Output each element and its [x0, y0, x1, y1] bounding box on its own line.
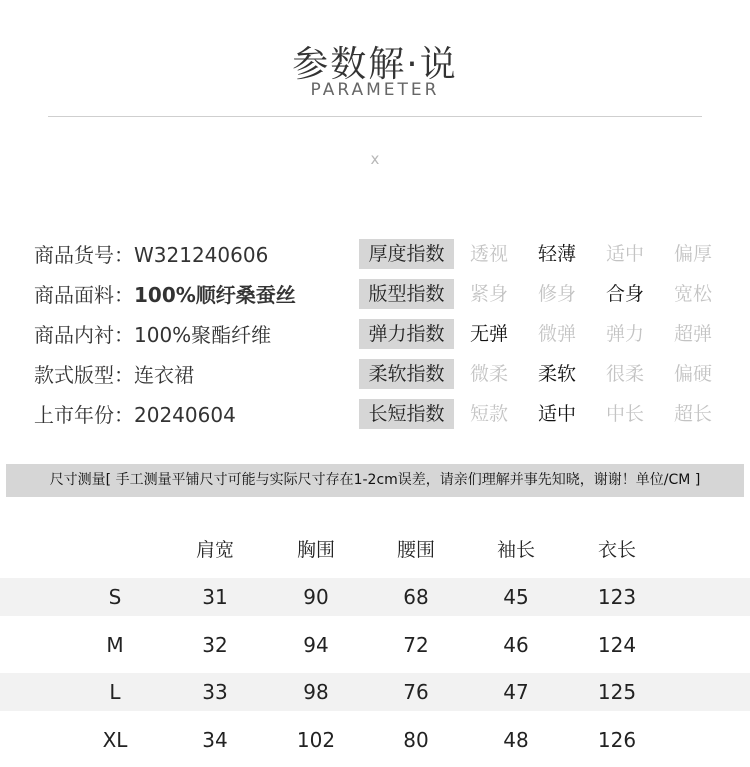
- table-cell: 32: [202, 633, 228, 657]
- table-cell: 33: [202, 680, 228, 704]
- table-cell: 47: [503, 680, 529, 704]
- index-label: 弹力指数: [359, 319, 454, 349]
- table-cell: 102: [296, 728, 336, 752]
- table-cell: 94: [303, 633, 329, 657]
- index-option: 中长: [605, 403, 644, 425]
- index-label: 厚度指数: [359, 239, 454, 269]
- table-cell: 90: [303, 585, 329, 609]
- header-cell: 腰围: [396, 539, 435, 561]
- index-option: 修身: [537, 283, 576, 305]
- info-label: 上市年份：: [34, 403, 134, 427]
- info-row-lining: [34, 318, 354, 358]
- index-option: 弹力: [605, 323, 644, 345]
- table-cell: 48: [503, 728, 529, 752]
- table-cell: 68: [403, 585, 429, 609]
- index-option: 超弹: [673, 323, 712, 345]
- table-cell: 126: [597, 728, 637, 752]
- info-row-style: [34, 358, 354, 398]
- table-row: [0, 626, 750, 664]
- table-row: [0, 721, 750, 759]
- index-label: 长短指数: [359, 399, 454, 429]
- page-title: 参数解·说: [292, 44, 458, 85]
- table-cell: S: [108, 585, 122, 609]
- table-cell: L: [109, 680, 121, 704]
- table-cell: 123: [597, 585, 637, 609]
- header-cell: 肩宽: [195, 539, 234, 561]
- info-label: 商品货号：: [34, 243, 134, 267]
- info-label: 商品面料：: [34, 283, 134, 307]
- index-option: 微弹: [537, 323, 576, 345]
- table-cell: 76: [403, 680, 429, 704]
- header-cell: 胸围: [296, 539, 335, 561]
- index-option: 适中: [605, 243, 644, 265]
- page-subtitle: PARAMETER: [310, 80, 440, 100]
- info-value: 连衣裙: [134, 363, 194, 387]
- index-option: 超长: [673, 403, 712, 425]
- info-value: 100%顺纡桑蚕丝: [134, 283, 296, 307]
- info-value: 100%聚酯纤维: [134, 323, 272, 347]
- index-option-selected: 柔软: [537, 363, 576, 385]
- info-label: 款式版型：: [34, 363, 134, 387]
- product-info: [34, 238, 354, 438]
- table-cell: 125: [597, 680, 637, 704]
- info-value: 20240604: [134, 403, 236, 427]
- size-table: [0, 530, 750, 752]
- table-row: [0, 578, 750, 616]
- index-row: [359, 359, 749, 399]
- measurement-notice: 尺寸测量[ 手工测量平铺尺寸可能与实际尺寸存在1-2cm误差，请亲们理解并事先知晓，谢谢！单位/CM ]: [6, 464, 744, 497]
- info-value: W321240606: [134, 243, 269, 267]
- index-row: [359, 279, 749, 319]
- index-option: 透视: [469, 243, 508, 265]
- index-option: 宽松: [673, 283, 712, 305]
- header-cell: 袖长: [496, 539, 535, 561]
- table-cell: 72: [403, 633, 429, 657]
- index-option: 偏厚: [673, 243, 712, 265]
- info-label: 商品内衬：: [34, 323, 134, 347]
- header-cell: 衣长: [597, 539, 636, 561]
- index-option: 紧身: [469, 283, 508, 305]
- info-row-fabric: [34, 278, 354, 318]
- info-row-item-no: [34, 238, 354, 278]
- index-option: 偏硬: [673, 363, 712, 385]
- index-label: 柔软指数: [359, 359, 454, 389]
- table-cell: 124: [597, 633, 637, 657]
- table-cell: M: [106, 633, 124, 657]
- table-cell: 34: [202, 728, 228, 752]
- index-option-selected: 适中: [537, 403, 576, 425]
- table-cell: 98: [303, 680, 329, 704]
- table-cell: 31: [202, 585, 228, 609]
- index-option: 短款: [469, 403, 508, 425]
- index-panel: [359, 239, 749, 439]
- index-option-selected: 无弹: [469, 323, 508, 345]
- index-option-selected: 轻薄: [537, 243, 576, 265]
- title-divider: [48, 116, 702, 117]
- index-label: 版型指数: [359, 279, 454, 309]
- index-row: [359, 319, 749, 359]
- table-row: [0, 673, 750, 711]
- table-cell: 45: [503, 585, 529, 609]
- table-cell: 46: [503, 633, 529, 657]
- index-row: [359, 399, 749, 439]
- info-row-year: [34, 398, 354, 438]
- index-row: [359, 239, 749, 279]
- index-option: 很柔: [605, 363, 644, 385]
- index-option: 微柔: [469, 363, 508, 385]
- close-icon[interactable]: x: [370, 150, 380, 168]
- table-cell: 80: [403, 728, 429, 752]
- index-option-selected: 合身: [605, 283, 644, 305]
- size-table-header: [0, 530, 750, 570]
- table-cell: XL: [102, 728, 128, 752]
